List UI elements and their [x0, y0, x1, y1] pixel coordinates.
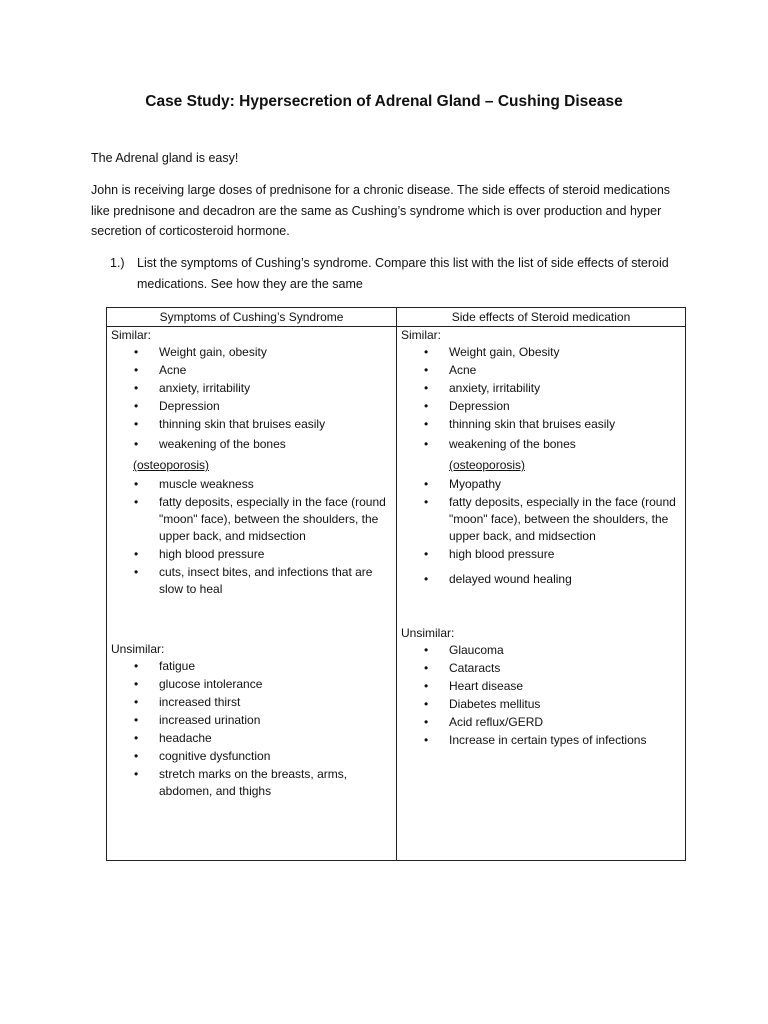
bullet-icon: •	[424, 495, 429, 509]
list-item-continuation	[111, 455, 393, 475]
bullet-icon: •	[134, 547, 139, 561]
list-item: • Acne	[134, 363, 187, 377]
spacer	[111, 599, 393, 641]
bullet-icon: •	[424, 547, 429, 561]
column-divider	[396, 308, 397, 860]
list-item: • Depression	[134, 399, 220, 413]
bullet-icon: •	[134, 731, 139, 745]
list-item: • weakening of the bones	[401, 434, 681, 454]
list-item: • Weight gain, obesity	[134, 345, 267, 359]
bullet-icon: •	[424, 381, 429, 395]
document-title: Case Study: Hypersecretion of Adrenal Gland – Cushing Disease	[145, 93, 623, 110]
right-similar-list	[401, 344, 681, 588]
similar-label: Similar:	[111, 328, 152, 342]
bullet-icon: •	[134, 695, 139, 709]
bullet-icon: •	[134, 417, 139, 431]
list-item: • Myopathy	[424, 477, 502, 491]
bullet-icon: •	[424, 345, 429, 359]
steroid-side-effects-cell	[401, 327, 681, 750]
bullet-icon: •	[134, 399, 139, 413]
list-item: • Increase in certain types of infections	[424, 733, 647, 747]
list-item: • delayed wound healing	[424, 572, 572, 586]
question-1	[110, 253, 690, 294]
list-item: • glucose intolerance	[134, 677, 263, 691]
bullet-icon: •	[424, 643, 429, 657]
bullet-icon: •	[134, 659, 139, 673]
bullet-icon: •	[424, 477, 429, 491]
list-item: • Depression	[424, 399, 510, 413]
question-number: 1.)	[110, 256, 125, 270]
list-item: • Glaucoma	[424, 643, 504, 657]
bullet-icon: •	[134, 767, 139, 781]
question-text: List the symptoms of Cushing’s syndrome. Compare this list with the list of side effects of steroid medications. See how they are the same	[137, 256, 669, 291]
osteoporosis-link-text: (osteoporosis)	[449, 458, 526, 472]
bullet-icon: •	[424, 417, 429, 431]
similar-label: Similar:	[401, 328, 442, 342]
list-item: • Heart disease	[424, 679, 524, 693]
bullet-icon: •	[424, 679, 429, 693]
table-header-row	[107, 308, 685, 327]
bullet-icon: •	[134, 437, 139, 451]
case-paragraph: John is receiving large doses of prednisone for a chronic disease. The side effects of steroid medications like prednisone and decadron are the same as Cushing’s syndrome which is over production and hyper secretion of corticosteroid hormone.	[91, 183, 671, 238]
bullet-icon: •	[424, 399, 429, 413]
list-item: • Cataracts	[424, 661, 501, 675]
list-item: • cognitive dysfunction	[134, 749, 271, 763]
bullet-icon: •	[134, 713, 139, 727]
list-item: • stretch marks on the breasts, arms, abdomen, and thighs	[134, 767, 348, 798]
right-column-header: Side effects of Steroid medication	[451, 310, 631, 324]
osteoporosis-link-text: (osteoporosis)	[133, 458, 210, 472]
bullet-icon: •	[424, 572, 429, 586]
left-column-header: Symptoms of Cushing’s Syndrome	[159, 310, 344, 324]
bullet-icon: •	[134, 477, 139, 491]
unsimilar-label: Unsimilar:	[111, 642, 165, 656]
list-item: • cuts, insect bites, and infections that are slow to heal	[134, 565, 373, 596]
bullet-icon: •	[134, 495, 139, 509]
bullet-icon: •	[424, 437, 429, 451]
list-item: • muscle weakness	[134, 477, 254, 491]
bullet-icon: •	[424, 363, 429, 377]
list-item: • thinning skin that bruises easily	[424, 417, 616, 431]
bullet-icon: •	[134, 565, 139, 579]
list-item: • weakening of the bones	[111, 434, 393, 454]
bullet-icon: •	[134, 381, 139, 395]
list-item: • anxiety, irritability	[424, 381, 541, 395]
list-item: • Acid reflux/GERD	[424, 715, 544, 729]
bullet-icon: •	[134, 749, 139, 763]
list-item: • headache	[134, 731, 212, 745]
unsimilar-label: Unsimilar:	[401, 626, 455, 640]
bullet-icon: •	[424, 733, 429, 747]
list-item: • Diabetes mellitus	[424, 697, 541, 711]
bullet-icon: •	[424, 715, 429, 729]
bullet-icon: •	[134, 363, 139, 377]
list-item: • Weight gain, Obesity	[424, 345, 560, 359]
list-item: • fatigue	[134, 659, 196, 673]
bullet-icon: •	[424, 661, 429, 675]
list-item: • fatty deposits, especially in the face (round "moon" face), between the shoulders, the upper back, and midsection	[134, 495, 386, 543]
intro-line: The Adrenal gland is easy!	[91, 151, 239, 165]
list-item: • high blood pressure	[134, 547, 265, 561]
list-item: • high blood pressure	[424, 547, 555, 561]
comparison-table	[106, 307, 686, 861]
bullet-icon: •	[424, 697, 429, 711]
list-item: • thinning skin that bruises easily	[134, 417, 326, 431]
list-item: • fatty deposits, especially in the face (round "moon" face), between the shoulders, the upper back, and midsection	[424, 495, 676, 543]
list-item: • anxiety, irritability	[134, 381, 251, 395]
cushing-symptoms-cell	[111, 327, 393, 801]
list-item-continuation	[401, 455, 681, 475]
spacer	[401, 589, 681, 625]
right-unsimilar-list	[401, 642, 681, 749]
bullet-icon: •	[134, 677, 139, 691]
list-item: • increased thirst	[134, 695, 241, 709]
list-item: • increased urination	[134, 713, 261, 727]
left-similar-list	[111, 344, 393, 598]
left-unsimilar-list	[111, 658, 393, 800]
bullet-icon: •	[134, 345, 139, 359]
list-item: • Acne	[424, 363, 477, 377]
